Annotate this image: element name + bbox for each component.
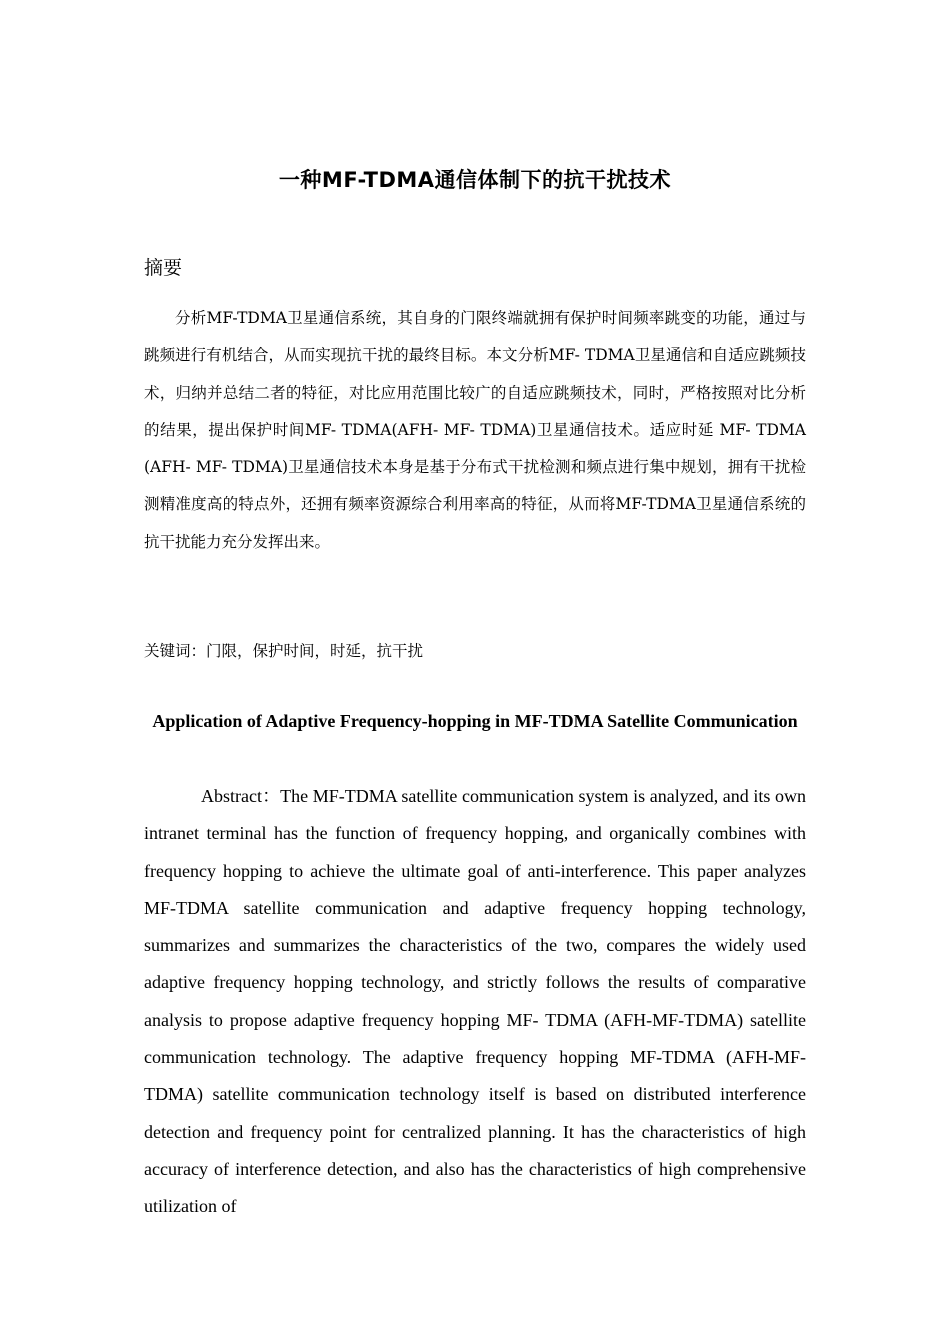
english-title: Application of Adaptive Frequency-hopping in MF-TDMA Satellite Communication <box>152 711 798 731</box>
paper-page <box>144 0 806 1344</box>
english-abstract-body: Abstract：The MF-TDMA satellite communication system is analyzed, and its own intranet terminal has the function of frequency hopping, and organically combines with frequency hopping to achieve the ultimate goal of anti-interference. This paper analyzes MF-TDMA satellite communication and adaptive frequency hopping technology, summarizes and summarizes the characteristics of the two, compares the widely used adaptive frequency hopping technology, and strictly follows the results of comparative analysis to propose adaptive frequency hopping MF- TDMA (AFH-MF-TDMA) satellite communication technology. The adaptive frequency hopping MF-TDMA (AFH-MF-TDMA) satellite communication technology itself is based on distributed interference detection and frequency point for centralized planning. It has the characteristics of high accuracy of interference detection, and also has the characteristics of high comprehensive utilization of <box>144 786 806 1217</box>
chinese-abstract-body: 分析MF-TDMA卫星通信系统，其自身的门限终端就拥有保护时间频率跳变的功能，通过与跳频进行有机结合，从而实现抗干扰的最终目标。本文分析MF- TDMA卫星通信和自适应跳频技术，归纳并总结二者的特征，对比应用范围比较广的自适应跳频技术，同时，严格按照对比分析的结果，提出保护时间MF- TDMA(AFH- MF- TDMA)卫星通信技术。适应时延 MF- TDMA(AFH- MF- TDMA)卫星通信技术本身是基于分布式干扰检测和频点进行集中规划，拥有干扰检测精准度高的特点外，还拥有频率资源综合利用率高的特征，从而将MF-TDMA卫星通信系统的抗干扰能力充分发挥出来。 <box>144 309 806 551</box>
chinese-title: 一种MF-TDMA通信体制下的抗干扰技术 <box>278 168 672 192</box>
chinese-abstract-heading: 摘要 <box>144 257 183 279</box>
chinese-keywords: 关键词：门限，保护时间，时延，抗干扰 <box>144 642 424 660</box>
